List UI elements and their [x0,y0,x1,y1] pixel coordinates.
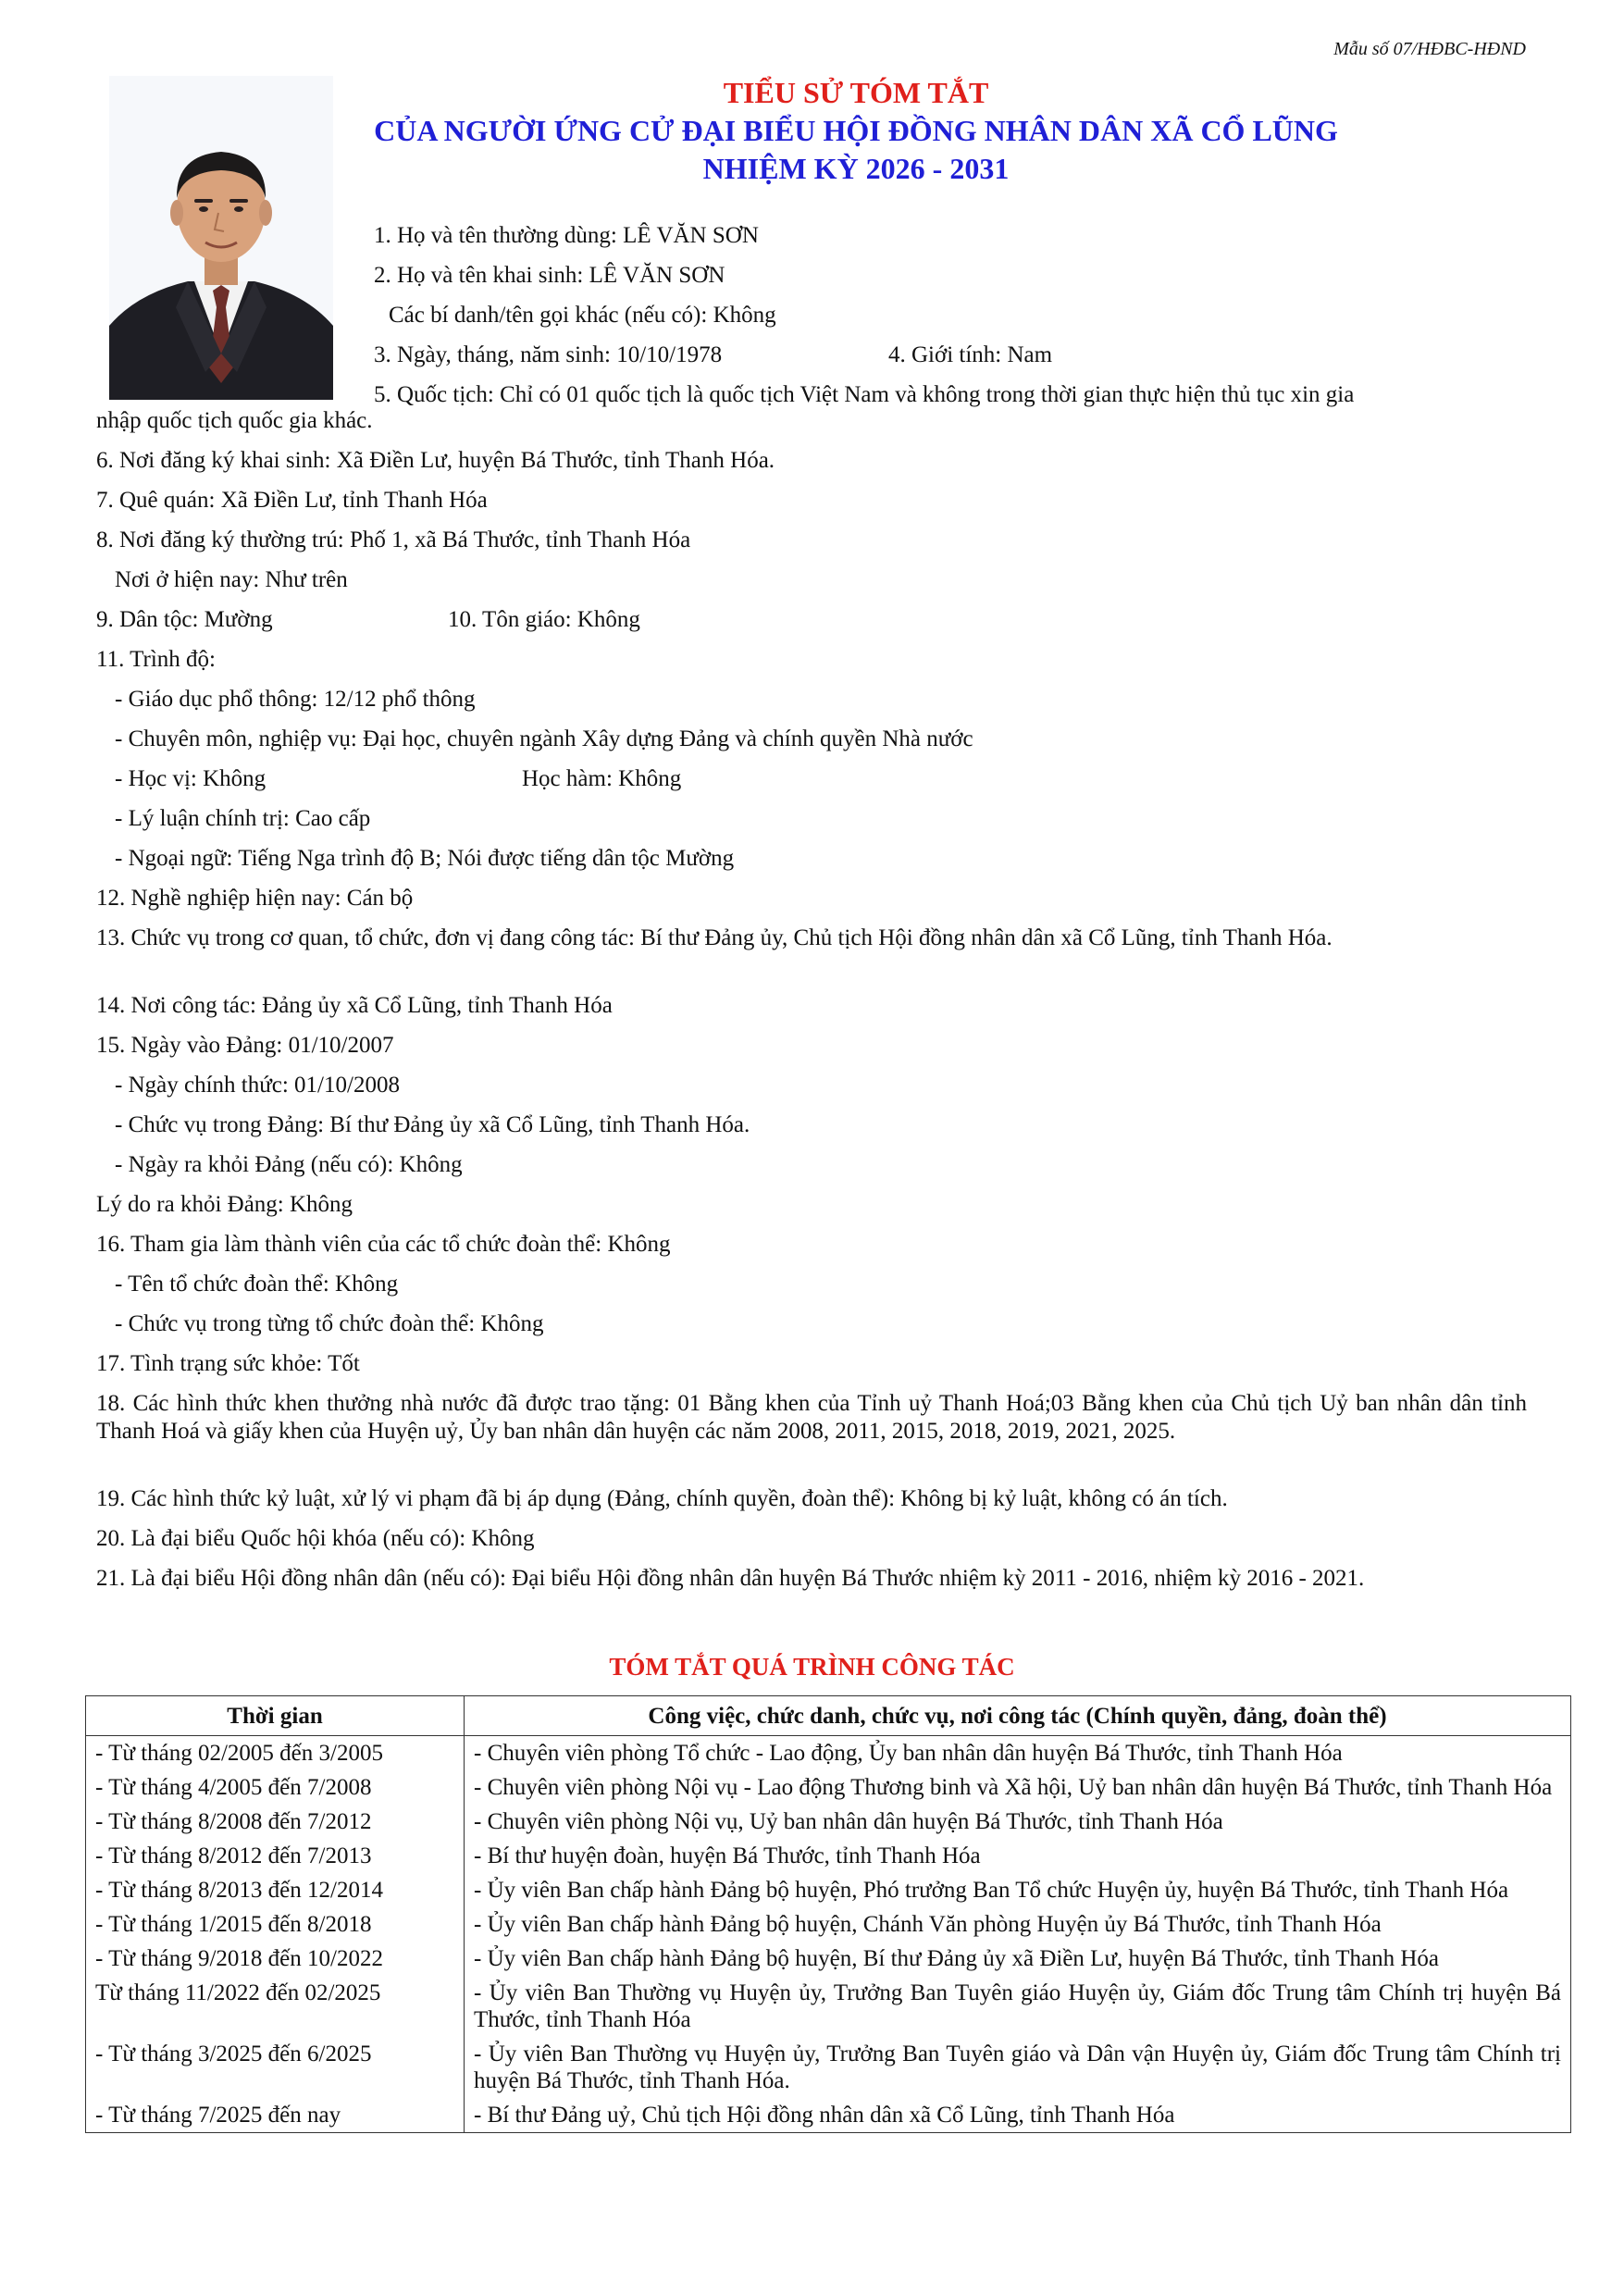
field-ethnicity: 9. Dân tộc: Mường [96,607,273,632]
job-cell: - Bí thư huyện đoàn, huyện Bá Thước, tỉnh Thanh Hóa [465,1839,1571,1873]
table-row [86,1839,1571,1873]
time-cell: - Từ tháng 1/2015 đến 8/2018 [86,1907,465,1942]
field-political-theory: - Lý luận chính trị: Cao cấp [115,806,371,831]
time-cell: - Từ tháng 8/2008 đến 7/2012 [86,1805,465,1839]
table-header-row [86,1696,1571,1736]
job-cell: - Chuyên viên phòng Nội vụ, Uỷ ban nhân dân huyện Bá Thước, tỉnh Thanh Hóa [465,1805,1571,1839]
column-header-time: Thời gian [86,1696,465,1736]
job-cell: - Ủy viên Ban Thường vụ Huyện ủy, Trưởng Ban Tuyên giáo Huyện ủy, Giám đốc Trung tâm Chính trị huyện Bá Thước, tỉnh Thanh Hóa [465,1976,1571,2037]
field-religion: 10. Tôn giáo: Không [448,607,640,632]
field-hometown: 7. Quê quán: Xã Điền Lư, tỉnh Thanh Hóa [96,488,488,513]
field-occupation: 12. Nghề nghiệp hiện nay: Cán bộ [96,886,414,911]
field-birth-registration: 6. Nơi đăng ký khai sinh: Xã Điền Lư, huyện Bá Thước, tỉnh Thanh Hóa. [96,448,775,473]
table-row [86,2098,1571,2133]
field-gender: 4. Giới tính: Nam [888,342,1053,367]
job-cell: - Ủy viên Ban chấp hành Đảng bộ huyện, Bí thư Đảng ủy xã Điền Lư, huyện Bá Thước, tỉnh Thanh Hóa [465,1942,1571,1976]
field-foreign-language: - Ngoại ngữ: Tiếng Nga trình độ B; Nói được tiếng dân tộc Mường [115,846,735,871]
title-line-1: TIỂU SỬ TÓM TẮT [723,76,989,109]
field-education-header: 11. Trình độ: [96,647,216,672]
field-position: 13. Chức vụ trong cơ quan, tổ chức, đơn vị đang công tác: Bí thư Đảng ủy, Chủ tịch Hội đồng nhân dân xã Cổ Lũng, tỉnh Thanh Hóa. [96,925,1333,950]
document-title [370,74,1342,188]
field-academic-rank: Học hàm: Không [522,766,682,791]
table-row [86,1805,1571,1839]
work-history-title: TÓM TẮT QUÁ TRÌNH CÔNG TÁC [609,1653,1015,1681]
job-cell: - Ủy viên Ban Thường vụ Huyện ủy, Trưởng Ban Tuyên giáo và Dân vận Huyện ủy, Giám đốc Trung tâm Chính trị huyện Bá Thước, tỉnh Thanh Hóa. [465,2037,1571,2098]
time-cell: - Từ tháng 4/2005 đến 7/2008 [86,1770,465,1805]
field-nationality-cont: nhập quốc tịch quốc gia khác. [96,408,373,433]
field-permanent-residence: 8. Nơi đăng ký thường trú: Phố 1, xã Bá Thước, tỉnh Thanh Hóa [96,527,691,552]
time-cell: - Từ tháng 02/2005 đến 3/2005 [86,1736,465,1771]
candidate-photo [109,76,333,400]
table-row [86,1942,1571,1976]
job-cell: - Chuyên viên phòng Tổ chức - Lao động, Ủy ban nhân dân huyện Bá Thước, tỉnh Thanh Hóa [465,1736,1571,1771]
table-row [86,1907,1571,1942]
field-party-official: - Ngày chính thức: 01/10/2008 [115,1073,400,1098]
title-line-2: CỦA NGƯỜI ỨNG CỬ ĐẠI BIỂU HỘI ĐỒNG NHÂN DÂN XÃ CỔ LŨNG [374,114,1338,147]
field-organizations: 16. Tham gia làm thành viên của các tổ chức đoàn thể: Không [96,1232,671,1257]
field-workplace: 14. Nơi công tác: Đảng ủy xã Cổ Lũng, tỉnh Thanh Hóa [96,993,613,1018]
field-organization-role: - Chức vụ trong từng tổ chức đoàn thể: Không [115,1311,544,1336]
field-general-education: - Giáo dục phổ thông: 12/12 phổ thông [115,687,476,712]
time-cell: Từ tháng 11/2022 đến 02/2025 [86,1976,465,2037]
field-council-member: 21. Là đại biểu Hội đồng nhân dân (nếu có): Đại biểu Hội đồng nhân dân huyện Bá Thước nhiệm kỳ 2011 - 2016, nhiệm kỳ 2016 - 2021. [96,1566,1365,1591]
table-row [86,2037,1571,2098]
time-cell: - Từ tháng 8/2013 đến 12/2014 [86,1873,465,1907]
field-party-position: - Chức vụ trong Đảng: Bí thư Đảng ủy xã Cổ Lũng, tỉnh Thanh Hóa. [115,1112,750,1137]
time-cell: - Từ tháng 3/2025 đến 6/2025 [86,2037,465,2098]
field-common-name: 1. Họ và tên thường dùng: LÊ VĂN SƠN [374,223,759,248]
field-aliases: Các bí danh/tên gọi khác (nếu có): Không [389,303,776,328]
field-birth-date: 3. Ngày, tháng, năm sinh: 10/10/1978 [374,342,723,367]
field-organization-name: - Tên tổ chức đoàn thể: Không [115,1272,399,1297]
field-national-assembly: 20. Là đại biểu Quốc hội khóa (nếu có): Không [96,1526,535,1551]
field-party-exit-reason: Lý do ra khỏi Đảng: Không [96,1192,353,1217]
field-party-entry: 15. Ngày vào Đảng: 01/10/2007 [96,1033,394,1058]
time-cell: - Từ tháng 8/2012 đến 7/2013 [86,1839,465,1873]
table-row [86,1873,1571,1907]
job-cell: - Bí thư Đảng uỷ, Chủ tịch Hội đồng nhân dân xã Cổ Lũng, tỉnh Thanh Hóa [465,2098,1571,2133]
time-cell: - Từ tháng 7/2025 đến nay [86,2098,465,2133]
field-birth-name: 2. Họ và tên khai sinh: LÊ VĂN SƠN [374,263,725,288]
title-line-3: NHIỆM KỲ 2026 - 2031 [702,152,1010,185]
field-degree: - Học vị: Không [115,766,267,791]
field-health: 17. Tình trạng sức khỏe: Tốt [96,1351,360,1376]
field-current-residence: Nơi ở hiện nay: Như trên [115,567,348,592]
time-cell: - Từ tháng 9/2018 đến 10/2022 [86,1942,465,1976]
job-cell: - Ủy viên Ban chấp hành Đảng bộ huyện, Chánh Văn phòng Huyện ủy Bá Thước, tỉnh Thanh Hóa [465,1907,1571,1942]
work-history-table [85,1695,1571,2133]
job-cell: - Chuyên viên phòng Nội vụ - Lao động Thương binh và Xã hội, Uỷ ban nhân dân huyện Bá Thước, tỉnh Thanh Hóa [465,1770,1571,1805]
table-row [86,1736,1571,1771]
field-nationality: 5. Quốc tịch: Chỉ có 01 quốc tịch là quốc tịch Việt Nam và không trong thời gian thực hiện thủ tục xin gia [374,382,1355,407]
table-row [86,1770,1571,1805]
field-discipline: 19. Các hình thức kỷ luật, xử lý vi phạm đã bị áp dụng (Đảng, chính quyền, đoàn thể): Không bị kỷ luật, không có án tích. [96,1486,1228,1511]
column-header-job: Công việc, chức danh, chức vụ, nơi công tác (Chính quyền, đảng, đoàn thể) [465,1696,1571,1736]
job-cell: - Ủy viên Ban chấp hành Đảng bộ huyện, Phó trưởng Ban Tổ chức Huyện ủy, huyện Bá Thước, tỉnh Thanh Hóa [465,1873,1571,1907]
table-row [86,1976,1571,2037]
field-awards: 18. Các hình thức khen thưởng nhà nước đã được trao tặng: 01 Bằng khen của Tỉnh uỷ Thanh Hoá;03 Bằng khen của Chủ tịch Uỷ ban nhân dân tỉnh Thanh Hoá và giấy khen của Huyện uỷ, Ủy ban nhân dân huyện các năm 2008, 2011, 2015, 2018, 2019, 2021, 2025. [96,1391,1527,1444]
form-code: Mẫu số 07/HĐBC-HĐND [1333,39,1526,59]
field-party-exit-date: - Ngày ra khỏi Đảng (nếu có): Không [115,1152,463,1177]
field-professional: - Chuyên môn, nghiệp vụ: Đại học, chuyên ngành Xây dựng Đảng và chính quyền Nhà nước [115,726,973,751]
